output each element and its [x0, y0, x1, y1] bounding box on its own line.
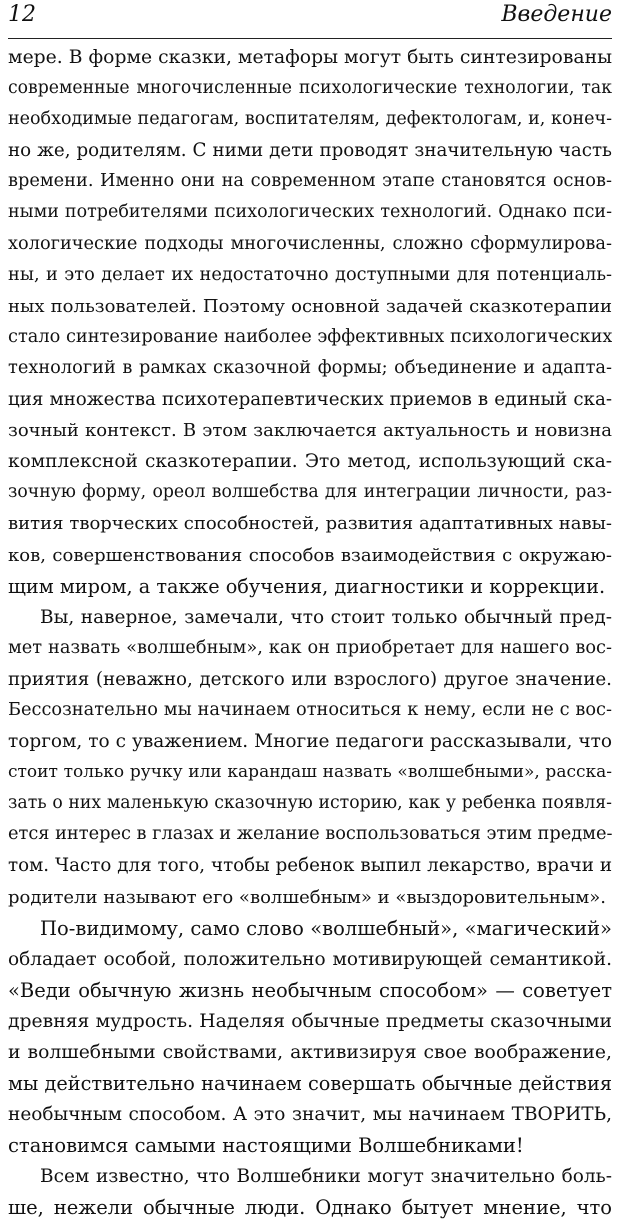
text-line: ется интерес в глазах и желание воспользоваться этим предме-: [8, 824, 612, 845]
text-line: и волшебными свойствами, активизируя свое воображение,: [8, 1042, 612, 1063]
text-line: времени. Именно они на современном этапе становятся основ-: [8, 171, 612, 192]
paragraph: [8, 913, 612, 1162]
text-line: мы действительно начинаем совершать обычные действия: [8, 1072, 612, 1096]
text-line: мере. В форме сказки, метафоры могут быть синтезированы: [8, 47, 612, 68]
text-line: родители называют его «волшебным» и «выздоровительным».: [8, 886, 606, 908]
text-line: По-видимому, само слово «волшебный», «магический»: [40, 916, 612, 940]
text-line: ков, совершенствования способов взаимодействия с окружаю-: [8, 544, 612, 566]
text-line: зочный контекст. В этом заключается актуальность и новизна: [8, 420, 612, 442]
text-line: «Веди обычную жизнь необычным способом» — советует: [8, 978, 612, 1002]
text-line: зать о них маленькую сказочную историю, как у ребенка появля-: [8, 793, 612, 814]
text-line: Бессознательно мы начинаем относиться к нему, если не с вос-: [8, 699, 612, 720]
book-page: [8, 0, 612, 1220]
text-line: вития творческих способностей, развития адаптативных навы-: [8, 513, 612, 535]
text-line: торгом, то с уважением. Многие педагоги рассказывали, что: [8, 731, 612, 753]
text-line: ше, нежели обычные люди. Однако бытует мнение, что: [8, 1196, 612, 1220]
paragraph: [8, 42, 612, 602]
section-title: Введение: [501, 2, 612, 27]
text-line: технологий в рамках сказочной формы; объединение и адапта-: [8, 357, 612, 378]
running-head: [8, 0, 612, 39]
text-line: щим миром, а также обучения, диагностики и коррекции.: [8, 574, 606, 598]
text-line: становимся самыми настоящими Волшебниками!: [8, 1134, 524, 1158]
text-line: мет назвать «волшебным», как он приобретает для нашего вос-: [8, 637, 612, 658]
text-line: комплексной сказкотерапии. Это метод, использующий ска-: [8, 451, 612, 473]
text-line: том. Часто для того, чтобы ребенок выпил лекарство, врачи и: [8, 855, 612, 877]
text-line: хологические подходы многочисленны, сложно сформулирова-: [8, 233, 612, 254]
text-line: необычным способом. А это значит, мы начинаем ТВОРИТЬ,: [8, 1104, 612, 1126]
text-line: Вы, наверное, замечали, что стоит только обычный пред-: [40, 606, 612, 628]
text-line: стоит только ручку или карандаш назвать «волшебными», расска-: [8, 762, 612, 783]
page-number: 12: [8, 2, 36, 27]
text-line: но же, родителям. С ними дети проводят значительную часть: [8, 140, 612, 162]
text-line: обладает особой, положительно мотивирующей семантикой.: [8, 948, 612, 970]
text-line: ными потребителями психологических технологий. Однако пси-: [8, 202, 612, 223]
text-line: ция множества психотерапевтических приемов в единый ска-: [8, 389, 612, 411]
text-line: современные многочисленные психологические технологии, так: [8, 78, 612, 99]
text-line: необходимые педагогам, воспитателям, дефектологам, и, конеч-: [8, 109, 612, 130]
paragraph: [8, 602, 612, 913]
text-line: зочную форму, ореол волшебства для интеграции личности, раз-: [8, 482, 612, 503]
text-line: ны, и это делает их недостаточно доступными для потенциаль-: [8, 264, 612, 285]
text-line: Всем известно, что Волшебники могут значительно боль-: [40, 1166, 612, 1188]
text-line: ных пользователей. Поэтому основной задачей сказкотерапии: [8, 295, 612, 317]
text-line: стало синтезирование наиболее эффективных психологических: [8, 326, 612, 347]
text-line: приятия (неважно, детского или взрослого) другое значение.: [8, 668, 612, 690]
paragraph: [8, 1161, 612, 1223]
body-text: [8, 42, 612, 1224]
text-line: древняя мудрость. Наделяя обычные предметы сказочными: [8, 1010, 612, 1032]
